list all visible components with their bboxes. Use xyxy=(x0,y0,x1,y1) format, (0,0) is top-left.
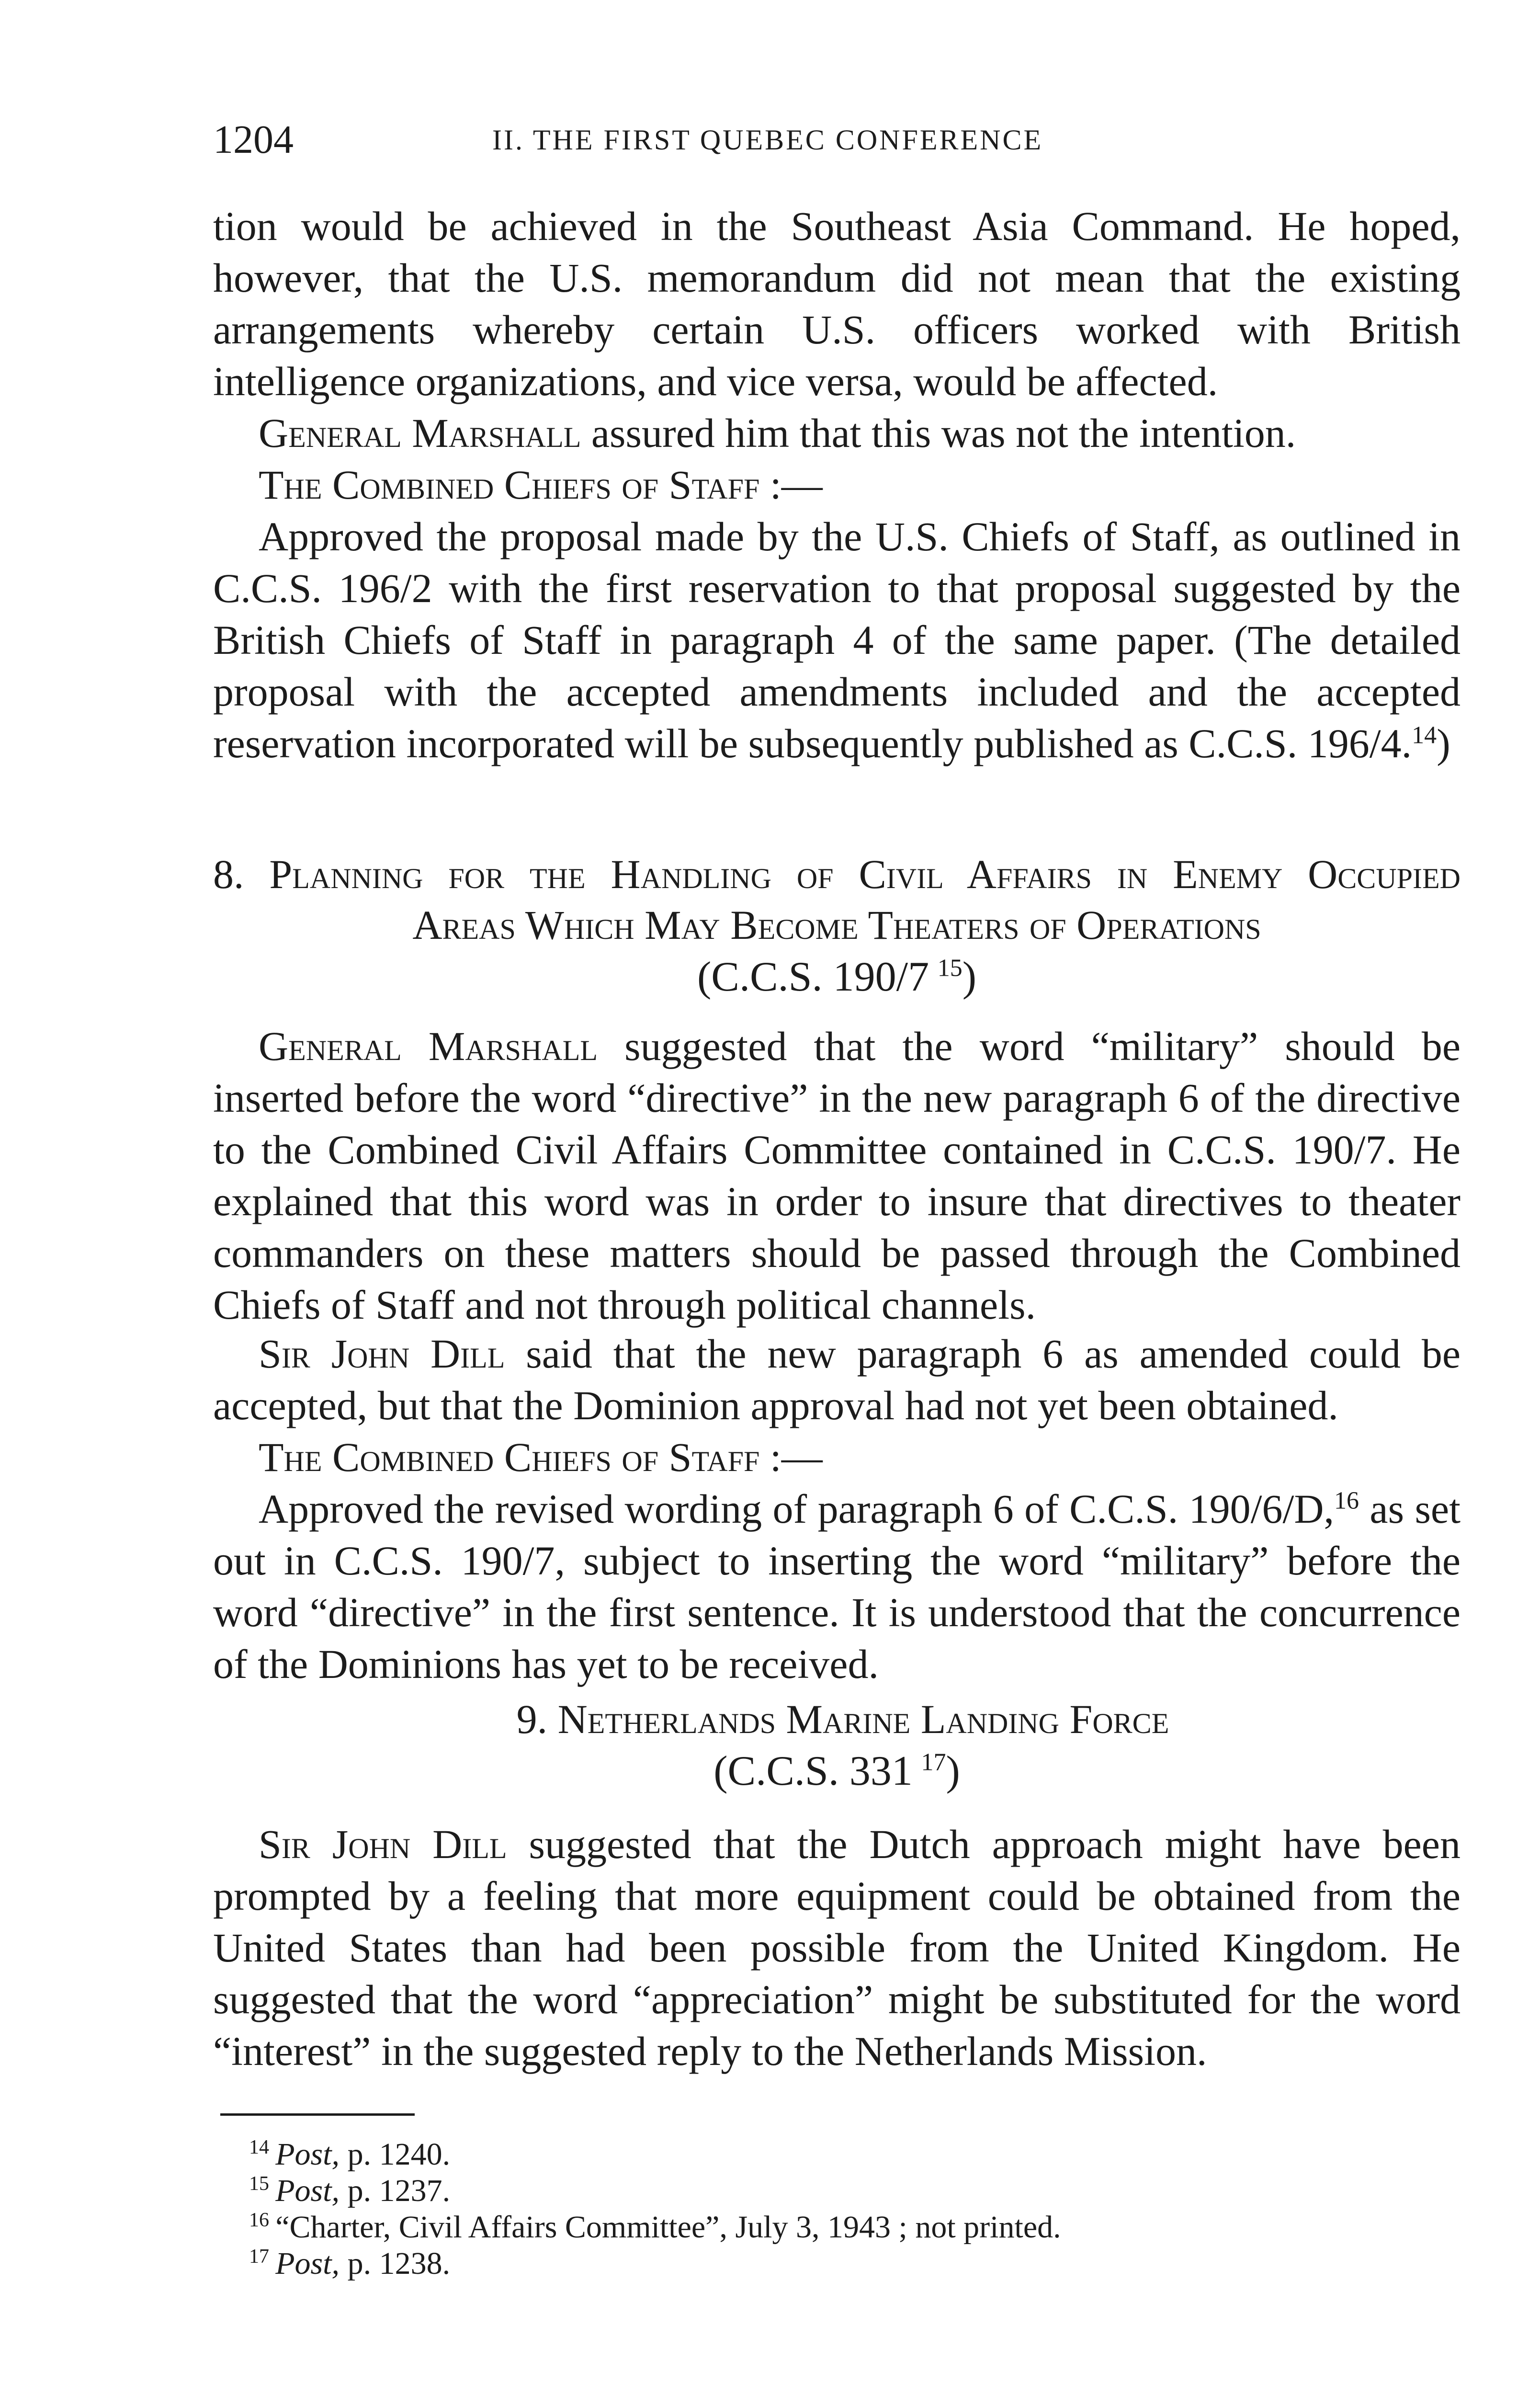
footnote xyxy=(249,2136,1446,2173)
speaker-name: General Marshall xyxy=(259,1023,598,1069)
page-number: 1204 xyxy=(213,117,294,162)
paragraph-text-rest: as set out in C.C.S. 190/7, subject to inserting the word “military” before the word “directive” in the first sentence. It is understood that the concurrence of the Dominions has yet to be received. xyxy=(213,1486,1461,1687)
ccs-heading xyxy=(213,459,1461,511)
speaker-name: Sir John Dill xyxy=(259,1821,507,1867)
section-8-title-line2: Areas Which May Become Theaters of Operations xyxy=(412,902,1261,948)
paragraph-text: suggested that the word “military” should be inserted before the word “directive” in the new paragraph 6 of the directive to the Combined Civil Affairs Committee contained in C.C.S. 190/7. He explained that this word was in order to insure that directives to theater commanders on these matters should be passed through the Combined Chiefs of Staff and not through political channels. xyxy=(213,1023,1461,1328)
footnote-rule xyxy=(220,2113,415,2116)
paragraph-dill-dutch xyxy=(213,1818,1461,2077)
section-8-reference xyxy=(213,953,1461,1001)
speaker-name: Sir John Dill xyxy=(259,1331,505,1377)
heading-tail: :— xyxy=(759,462,823,508)
footnote-mark: 14 xyxy=(249,2136,269,2158)
paragraph-end: ) xyxy=(1437,720,1450,766)
footnote-text: p. 1238. xyxy=(340,2246,451,2281)
footnote-mark: 17 xyxy=(249,2246,269,2268)
reference-end: ) xyxy=(962,954,977,1000)
footnote xyxy=(249,2173,1446,2209)
ccs-heading xyxy=(213,1431,1461,1483)
paragraph-text: suggested that the Dutch approach might have been prompted by a feeling that more equipment could be obtained from the United States than had been possible from the United Kingdom. He suggested that the word “appreciation” might be substituted for the word “interest” in the suggested reply to the Netherlands Mission. xyxy=(213,1821,1461,2074)
paragraph-text: said that the new paragraph 6 as amended could be accepted, but that the Dominion approval had not yet been obtained. xyxy=(213,1331,1461,1428)
paragraph-text: Approved the proposal made by the U.S. Chiefs of Staff, as outlined in C.C.S. 196/2 with the first reservation to that proposal suggested by the British Chiefs of Staff in paragraph 4 of the same paper. (The detailed proposal with the accepted amendments included and the accepted reservation incorporated will be subsequently published as C.C.S. 196/4. xyxy=(213,513,1461,766)
paragraph-continuation: tion would be achieved in the Southeast Asia Command. He hoped, however, that the U.S. memorandum did not mean that the existing arrangements whereby certain U.S. officers worked with British intelligence organizations, and vice versa, would be affected. xyxy=(213,203,1461,404)
paragraph-marshall-assurance xyxy=(213,407,1461,459)
footnote-italic: Post, xyxy=(275,2173,340,2208)
footnote-italic: Post, xyxy=(275,2246,340,2281)
paragraph-approval-196 xyxy=(213,511,1461,769)
footnote-ref-14: 14 xyxy=(1412,721,1437,749)
section-8-title-line1: 8. Planning for the Handling of Civil Affairs in Enemy Occupied xyxy=(213,851,1461,897)
footnote xyxy=(249,2209,1446,2246)
footnote-ref-16: 16 xyxy=(1334,1487,1359,1515)
heading-label: The Combined Chiefs of Staff xyxy=(259,1434,760,1480)
footnote-text: p. 1240. xyxy=(340,2137,451,2172)
paragraph-dill-dominion xyxy=(213,1328,1461,1431)
footnote-ref-17: 17 xyxy=(921,1748,946,1776)
footnotes xyxy=(249,2136,1446,2282)
section-9-reference xyxy=(213,1747,1461,1795)
running-title: II. THE FIRST QUEBEC CONFERENCE xyxy=(492,124,1043,156)
paragraph-approval-190 xyxy=(213,1483,1461,1690)
heading-label: The Combined Chiefs of Staff xyxy=(259,462,760,508)
reference-text: (C.C.S. 190/7 xyxy=(697,954,929,1000)
paragraph-marshall-military xyxy=(213,1020,1461,1331)
section-9-title: 9. Netherlands Marine Landing Force xyxy=(516,1696,1169,1742)
reference-text: (C.C.S. 331 xyxy=(713,1748,913,1794)
paragraph-text: assured him that this was not the intention. xyxy=(581,410,1296,456)
footnote-mark: 16 xyxy=(249,2209,269,2231)
footnote xyxy=(249,2246,1446,2282)
footnote-mark: 15 xyxy=(249,2173,269,2195)
heading-tail: :— xyxy=(759,1434,823,1480)
footnote-text: “Charter, Civil Affairs Committee”, July 3, 1943 ; not printed. xyxy=(275,2210,1061,2245)
footnote-text: p. 1237. xyxy=(340,2173,451,2208)
speaker-name: General Marshall xyxy=(259,410,581,456)
reference-end: ) xyxy=(946,1748,960,1794)
paragraph-text: Approved the revised wording of paragraph 6 of C.C.S. 190/6/D, xyxy=(259,1486,1335,1532)
footnote-italic: Post, xyxy=(275,2137,340,2172)
footnote-ref-15: 15 xyxy=(937,954,962,982)
